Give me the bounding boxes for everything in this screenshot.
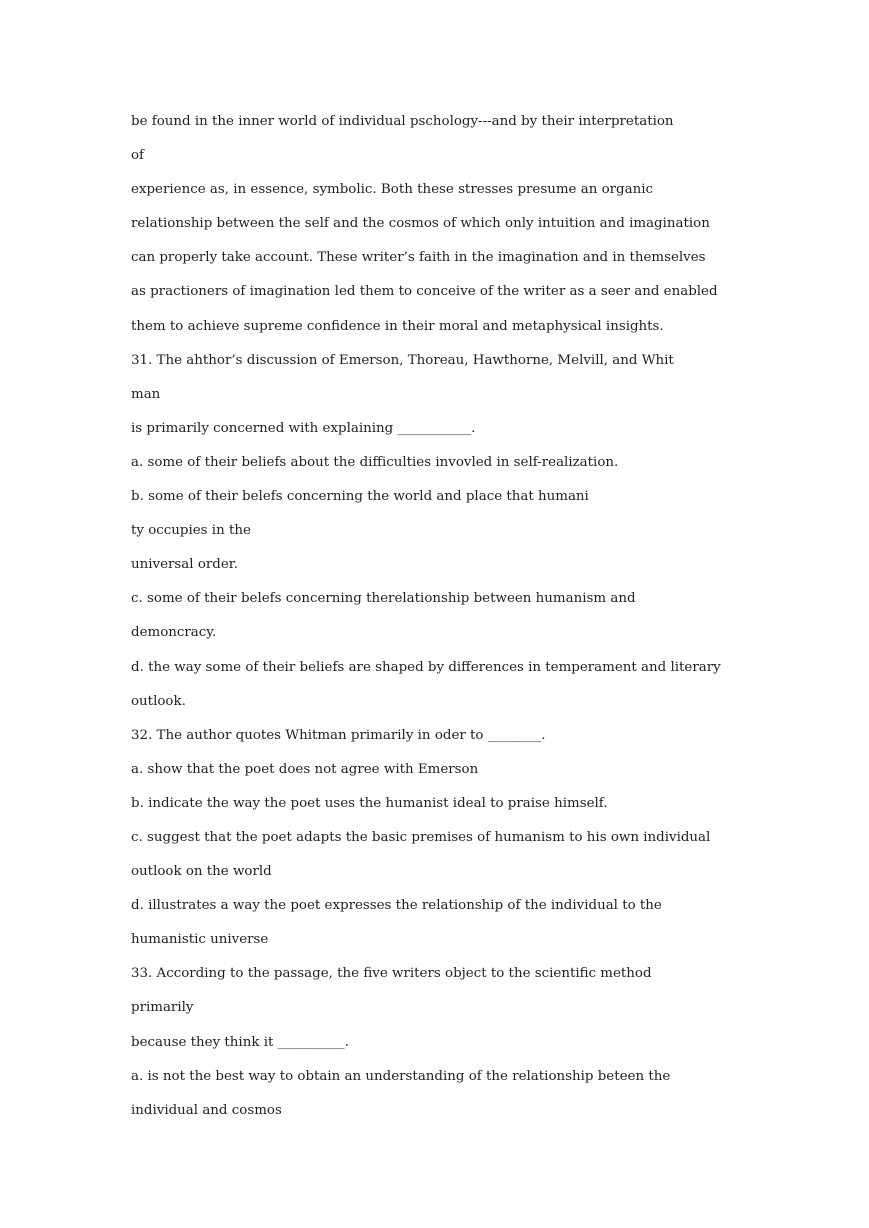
question-31-option-c: c. some of their belefs concerning therelationship between humanism and: [131, 591, 636, 607]
question-31-stem: man: [131, 386, 161, 402]
question-32-option-b: b. indicate the way the poet uses the humanist ideal to praise himself.: [131, 795, 608, 811]
question-33-stem: because they think it __________.: [131, 1034, 349, 1050]
question-31-option-d: d. the way some of their beliefs are shaped by differences in temperament and literary: [131, 659, 721, 675]
question-32-option-d: humanistic universe: [131, 932, 269, 948]
text-line: them to achieve supreme confidence in their moral and metaphysical insights.: [131, 318, 664, 334]
question-32-option-d: d. illustrates a way the poet expresses the relationship of the individual to the: [131, 898, 662, 914]
document-text: [131, 112, 741, 1135]
question-31-stem: 31. The ahthor’s discussion of Emerson, Thoreau, Hawthorne, Melvill, and Whit: [131, 352, 674, 368]
question-31-option-d: outlook.: [131, 693, 186, 709]
question-32-option-c: c. suggest that the poet adapts the basic premises of humanism to his own individual: [131, 829, 711, 845]
text-line: relationship between the self and the cosmos of which only intuition and imagination: [131, 216, 710, 232]
question-33-option-a: a. is not the best way to obtain an understanding of the relationship beteen the: [131, 1068, 671, 1084]
question-32-option-a: a. show that the poet does not agree with Emerson: [131, 761, 479, 777]
text-line: be found in the inner world of individual pschology---and by their interpretation: [131, 114, 674, 129]
question-31-option-a: a. some of their beliefs about the difficulties invovled in self-realization.: [131, 454, 619, 470]
text-line: can properly take account. These writer’s faith in the imagination and in themselves: [131, 250, 706, 266]
question-31-stem: is primarily concerned with explaining ___________.: [131, 420, 476, 436]
question-33-option-a: individual and cosmos: [131, 1102, 282, 1118]
text-line: as practioners of imagination led them to conceive of the writer as a seer and enabled: [131, 284, 718, 300]
question-31-option-b: universal order.: [131, 557, 238, 573]
question-31-option-b: ty occupies in the: [131, 523, 251, 539]
question-31-option-c: demoncracy.: [131, 625, 217, 641]
question-33-stem: 33. According to the passage, the five writers object to the scientific method: [131, 966, 652, 982]
text-line: experience as, in essence, symbolic. Both these stresses presume an organic: [131, 182, 653, 198]
text-line: of: [131, 148, 145, 164]
question-32-option-c: outlook on the world: [131, 864, 272, 880]
question-33-stem: primarily: [131, 1000, 194, 1016]
question-32-stem: 32. The author quotes Whitman primarily in oder to ________.: [131, 727, 546, 743]
question-31-option-b: b. some of their belefs concerning the world and place that humani: [131, 489, 589, 505]
